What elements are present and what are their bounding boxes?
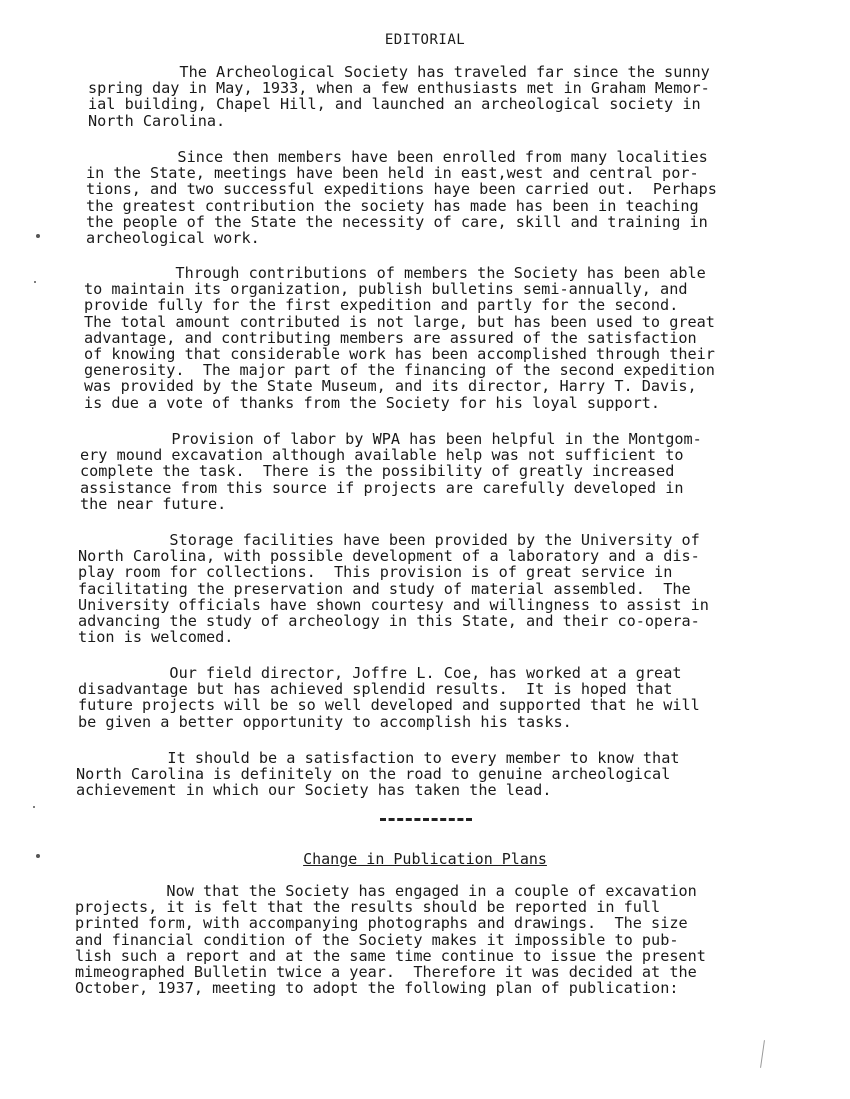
- page-title: EDITORIAL: [384, 32, 466, 48]
- text-line: ial building, Chapel Hill, and launched an archeological society in: [88, 95, 701, 114]
- text-line: be given a better opportunity to accomplish his tasks.: [78, 712, 572, 731]
- paragraph-storage-facilities: [78, 532, 709, 645]
- text-line: advancing the study of archeology in this State, and their co-opera-: [78, 612, 700, 631]
- text-line: North Carolina.: [88, 111, 226, 130]
- section-divider: [380, 818, 472, 821]
- text-line: tions, and two successful expeditions haye been carried out. Perhaps: [86, 180, 717, 199]
- text-line: provide fully for the first expedition and partly for the second.: [84, 296, 679, 315]
- text-line: printed form, with accompanying photographs and drawings. The size: [75, 914, 688, 933]
- text-line: projects, it is felt that the results should be reported in full: [75, 898, 661, 917]
- text-line: complete the task. There is the possibility of greatly increased: [80, 462, 675, 481]
- text-line: in the State, meetings have been held in east,west and central por-: [86, 164, 699, 183]
- text-line: Through contributions of members the Society has been able: [84, 264, 706, 282]
- text-line: generosity. The major part of the financing of the second expedition: [84, 361, 715, 380]
- text-line: assistance from this source if projects are carefully developed in: [80, 478, 684, 497]
- text-line: was provided by the State Museum, and its director, Harry T. Davis,: [84, 377, 697, 396]
- text-line: disadvantage but has achieved splendid results. It is hoped that: [78, 680, 673, 699]
- text-line: achievement in which our Society has taken the lead.: [76, 781, 552, 800]
- text-line: future projects will be so well developed and supported that he will: [78, 696, 700, 715]
- text-line: the greatest contribution the society has made has been in teaching: [86, 196, 699, 215]
- text-line: advantage, and contributing members are assured of the satisfaction: [84, 328, 697, 347]
- margin-speck: [36, 234, 40, 238]
- paragraph-growth: [86, 149, 717, 246]
- text-line: to maintain its organization, publish bulletins semi-annually, and: [84, 280, 688, 299]
- paragraph-field-director: [78, 665, 700, 730]
- text-line: Storage facilities have been provided by the University of: [78, 531, 700, 549]
- paragraph-publication-plans: [75, 883, 706, 996]
- section-subheading: Change in Publication Plans: [303, 850, 547, 868]
- text-line: Since then members have been enrolled from many localities: [86, 148, 708, 166]
- text-line: October, 1937, meeting to adopt the following plan of publication:: [75, 979, 679, 998]
- text-line: ery mound excavation although available help was not sufficient to: [80, 446, 684, 465]
- text-line: Our field director, Joffre L. Coe, has worked at a great: [78, 664, 682, 682]
- text-line: lish such a report and at the same time continue to issue the present: [75, 946, 706, 965]
- paragraph-contributions: [84, 265, 715, 411]
- margin-speck: [36, 854, 40, 858]
- text-line: North Carolina is definitely on the road to genuine archeological: [76, 765, 671, 784]
- text-line: the near future.: [80, 494, 227, 513]
- text-line: spring day in May, 1933, when a few enthusiasts met in Graham Memor-: [88, 79, 710, 98]
- text-line: Now that the Society has engaged in a couple of excavation: [75, 882, 697, 900]
- text-line: the people of the State the necessity of care, skill and training in: [86, 212, 708, 231]
- text-line: play room for collections. This provision is of great service in: [78, 563, 673, 582]
- paragraph-wpa-labor: [80, 431, 702, 512]
- text-line: Provision of labor by WPA has been helpful in the Montgom-: [80, 430, 702, 448]
- paragraph-satisfaction: [76, 750, 679, 799]
- text-line: tion is welcomed.: [78, 628, 234, 647]
- text-line: facilitating the preservation and study of material assembled. The: [78, 579, 691, 598]
- text-line: of knowing that considerable work has been accomplished through their: [84, 345, 715, 364]
- text-line: The total amount contributed is not large, but has been used to great: [84, 312, 715, 331]
- paper-mark: [760, 1040, 765, 1068]
- text-line: North Carolina, with possible development of a laboratory and a dis-: [78, 547, 700, 566]
- text-line: mimeographed Bulletin twice a year. Therefore it was decided at the: [75, 963, 697, 982]
- text-line: and financial condition of the Society makes it impossible to pub-: [75, 930, 679, 949]
- paragraph-founding: [88, 64, 710, 129]
- text-line: University officials have shown courtesy and willingness to assist in: [78, 595, 709, 614]
- text-line: is due a vote of thanks from the Society for his loyal support.: [84, 393, 661, 412]
- text-line: archeological work.: [86, 229, 260, 248]
- margin-speck: [34, 281, 36, 283]
- text-line: It should be a satisfaction to every member to know that: [76, 749, 680, 767]
- text-line: The Archeological Society has traveled far since the sunny: [88, 63, 710, 81]
- margin-speck: [33, 806, 35, 808]
